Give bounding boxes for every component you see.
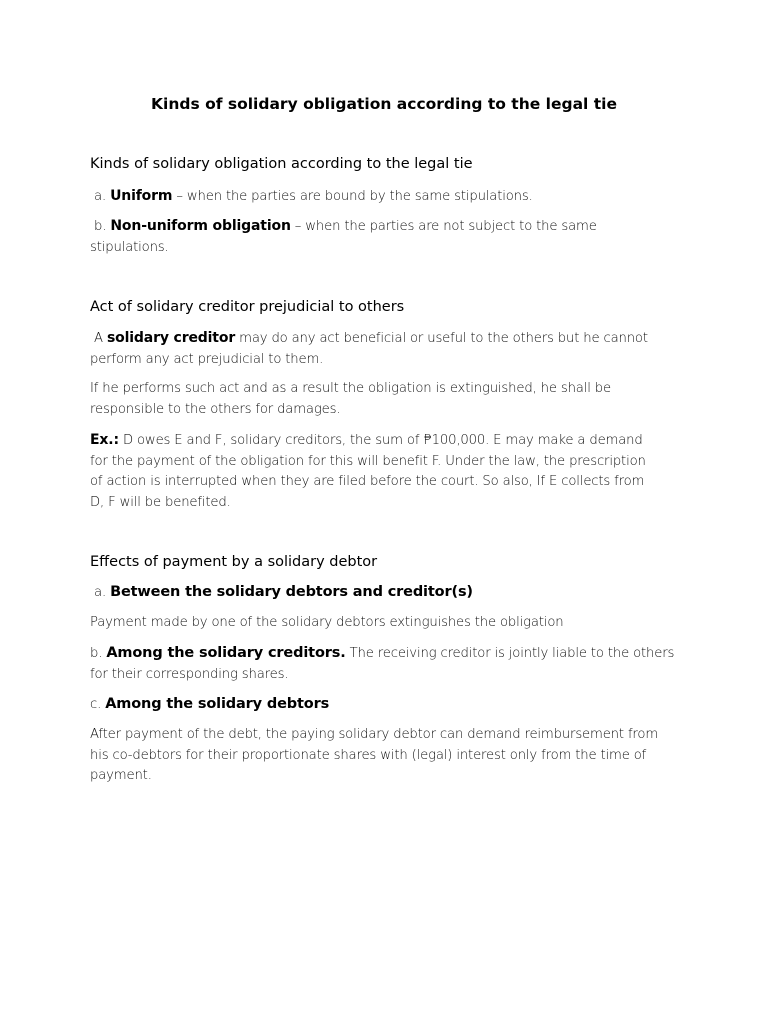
section-heading-legal-tie: Kinds of solidary obligation according to the legal tie <box>90 156 473 172</box>
subheading-term: Between the solidary debtors and creditor(s) <box>110 584 473 600</box>
subheading-term: Among the solidary creditors. <box>106 645 346 661</box>
section-heading-effects-of-payment: Effects of payment by a solidary debtor <box>90 554 378 570</box>
item-term: Non-uniform obligation <box>110 218 291 234</box>
paragraph-payment-extinguishes: Payment made by one of the solidary debtors extinguishes the obligation <box>90 615 564 630</box>
item-prefix: b. <box>90 219 111 234</box>
paragraph-line: responsible to the others for damages. <box>90 401 341 417</box>
paragraph-line: After payment of the debt, the paying solidary debtor can demand reimbursement from <box>90 727 659 742</box>
paragraph-prefix: A <box>90 331 107 346</box>
subheading-term: Among the solidary debtors <box>105 696 330 712</box>
subheading-among-debtors <box>90 694 690 716</box>
item-uniform <box>90 186 690 208</box>
item-non-uniform <box>90 216 690 258</box>
paragraph-text-cont: for their corresponding shares. <box>90 666 289 682</box>
paragraph-solidary-creditor <box>90 328 690 370</box>
paragraph-line: for the payment of the obligation for this will benefit F. Under the law, the prescription <box>90 453 646 469</box>
item-text-cont: stipulations. <box>90 239 169 255</box>
paragraph-line: D owes E and F, solidary creditors, the sum of ₱100,000. E may make a demand <box>118 433 643 448</box>
paragraph-line: payment. <box>90 768 152 783</box>
paragraph-reimbursement <box>90 725 690 787</box>
paragraph-line: D, F will be benefited. <box>90 494 231 510</box>
paragraph-line: his co-debtors for their proportionate shares with (legal) interest only from the time of <box>90 747 647 763</box>
paragraph-line: If he performs such act and as a result the obligation is extinguished, he shall be <box>90 381 611 396</box>
paragraph-text: may do any act beneficial or useful to the others but he cannot <box>235 331 648 346</box>
paragraph-term: solidary creditor <box>106 330 236 346</box>
paragraph-line: of action is interrupted when they are filed before the court. So also, If E collects from <box>90 474 645 489</box>
subheading-prefix: b. <box>90 646 107 661</box>
paragraph-text-cont: perform any act prejudicial to them. <box>90 351 324 367</box>
paragraph-example <box>90 430 690 513</box>
paragraph-damages <box>90 379 690 420</box>
item-text: – when the parties are bound by the same stipulations. <box>172 189 533 204</box>
document-title: Kinds of solidary obligation according to the legal tie <box>151 95 617 113</box>
section-heading-prejudicial: Act of solidary creditor prejudicial to others <box>90 299 405 315</box>
example-label: Ex.: <box>90 432 119 448</box>
subheading-prefix: a. <box>90 585 111 600</box>
paragraph-text: The receiving creditor is jointly liable to the others <box>345 646 675 661</box>
subheading-prefix: c. <box>90 697 106 712</box>
item-prefix: a. <box>90 189 111 204</box>
subheading-between-debtors-creditors <box>90 582 690 604</box>
item-term: Uniform <box>110 188 173 204</box>
subheading-among-creditors <box>90 643 690 685</box>
item-text: – when the parties are not subject to the same <box>290 219 597 234</box>
